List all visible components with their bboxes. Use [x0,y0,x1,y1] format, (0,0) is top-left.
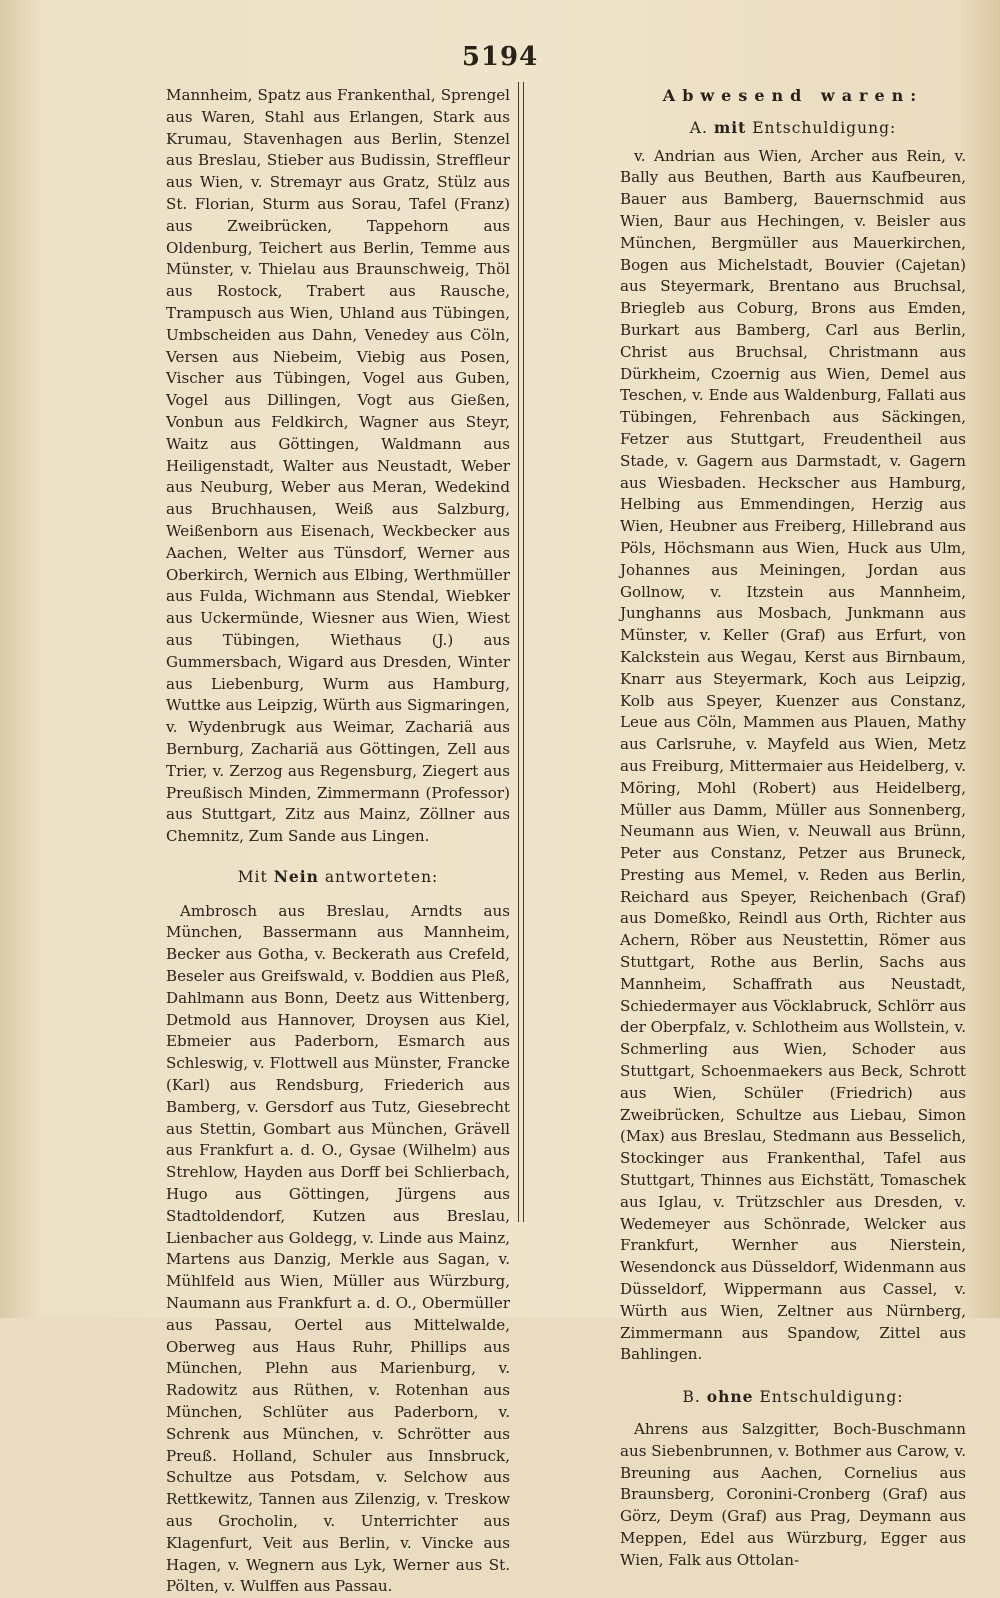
heading-b-suffix: Entschuldigung: [759,1388,904,1407]
heading-nein [166,866,510,889]
left-paragraph-continued: Mannheim, Spatz aus Frankenthal, Sprengel aus Waren, Stahl aus Erlangen, Stark aus Krumau, Stavenhagen aus Berlin, Stenzel aus Breslau, Stieber aus Budissin, Streffleur aus Wien, v. Stremayr aus Gratz, Stülz aus St. Florian, Sturm aus Sorau, Tafel (Franz) aus Zweibrücken, Tappehorn aus Oldenburg, Teichert aus Berlin, Temme aus Münster, v. Thielau aus Braunschweig, Thöl aus Rostock, Trabert aus Rausche, Trampusch aus Wien, Uhland aus Tübingen, Umbscheiden aus Dahn, Venedey aus Cöln, Versen aus Niebeim, Viebig aus Posen, Vischer aus Tübingen, Vogel aus Guben, Vogel aus Dillingen, Vogt aus Gießen, Vonbun aus Feldkirch, Wagner aus Steyr, Waitz aus Göttingen, Waldmann aus Heiligenstadt, Walter aus Neustadt, Weber aus Neuburg, Weber aus Meran, Wedekind aus Bruchhausen, Weiß aus Salzburg, Weißenborn aus Eisenach, Weckbecker aus Aachen, Welter aus Tünsdorf, Werner aus Oberkirch, Wernich aus Elbing, Werthmüller aus Fulda, Wichmann aus Stendal, Wiebker aus Uckermünde, Wiesner aus Wien, Wiest aus Tübingen, Wiethaus (J.) aus Gummersbach, Wigard aus Dresden, Winter aus Liebenburg, Wurm aus Hamburg, Wuttke aus Leipzig, Würth aus Sigmaringen, v. Wydenbrugk aus Weimar, Zachariä aus Bernburg, Zachariä aus Göttingen, Zell aus Trier, v. Zerzog aus Regensburg, Ziegert aus Preußisch Minden, Zimmermann (Professor) aus Stuttgart, Zitz aus Mainz, Zöllner aus Chemnitz, Zum Sande aus Lingen. [166,86,510,846]
heading-b-strong: ohne [706,1387,754,1407]
heading-a-strong: mit [713,117,747,137]
heading-nein-prefix: Mit [237,867,268,886]
right-paragraph-a: v. Andrian aus Wien, Archer aus Rein, v. Bally aus Beuthen, Barth aus Kaufbeuren, Bauer aus Bamberg, Bauernschmid aus Wien, Baur aus Hechingen, v. Beisler aus München, Bergmüller aus Mauerkirchen, Bogen aus Michelstadt, Bouvier (Cajetan) aus Steyermark, Brentano aus Bruchsal, Briegleb aus Coburg, Brons aus Emden, Burkart aus Bamberg, Carl aus Berlin, Christ aus Bruchsal, Christmann aus Dürkheim, Czoernig aus Wien, Demel aus Teschen, v. Ende aus Waldenburg, Fallati aus Tübingen, Fehrenbach aus Säckingen, Fetzer aus Stuttgart, Freudentheil aus Stade, v. Gagern aus Darmstadt, v. Gagern aus Wiesbaden. Heckscher aus Hamburg, Helbing aus Emmendingen, Herzig aus Wien, Heubner aus Freiberg, Hillebrand aus Pöls, Höchsmann aus Wien, Huck aus Ulm, Johannes aus Meiningen, Jordan aus Gollnow, v. Itzstein aus Mannheim, Junghanns aus Mosbach, Junkmann aus Münster, v. Keller (Graf) aus Erfurt, von Kalckstein aus Wegau, Kerst aus Birnbaum, Knarr aus Steyermark, Koch aus Leipzig, Kolb aus Speyer, Kuenzer aus Constanz, Leue aus Cöln, Mammen aus Plauen, Mathy aus Carlsruhe, v. Mayfeld aus Wien, Metz aus Freiburg, Mittermaier aus Heidelberg, v. Möring, Mohl (Robert) aus Heidelberg, Müller aus Damm, Müller aus Sonnenberg, Neumann aus Wien, v. Neuwall aus Brünn, Peter aus Constanz, Petzer aus Bruneck, Presting aus Memel, v. Reden aus Berlin, Reichard aus Speyer, Reichenbach (Graf) aus Domeßko, Reindl aus Orth, Richter aus Achern, Röber aus Neustettin, Römer aus Stuttgart, Rothe aus Berlin, Sachs aus Mannheim, Schaffrath aus Neustadt, Schiedermayer aus Vöcklabruck, Schlörr aus der Oberpfalz, v. Schlotheim aus Wollstein, v. Schmerling aus Wien, Schoder aus Stuttgart, Schoenmaekers aus Beck, Schrott aus Wien, Schüler (Friedrich) aus Zweibrücken, Schultze aus Liebau, Simon (Max) aus Breslau, Stedmann aus Besselich, Stockinger aus Frankenthal, Tafel aus Stuttgart, Thinnes aus Eichstätt, Tomaschek aus Iglau, v. Trützschler aus Dresden, v. Wedemeyer aus Schönrade, Welcker aus Frankfurt, Wernher aus Nierstein, Wesendonck aus Düsseldorf, Widenmann aus Düsseldorf, Wippermann aus Cassel, v. Würth aus Wien, Zeltner aus Nürnberg, Zimmermann aus Spandow, Zittel aus Bahlingen. [620,146,966,1364]
heading-nein-strong: Nein [273,866,319,886]
right-paragraph-b: Ahrens aus Salzgitter, Boch-Buschmann aus Siebenbrunnen, v. Bothmer aus Carow, v. Breuning aus Aachen, Cornelius aus Braunsberg, Coronini-Cronberg (Graf) aus Görz, Deym (Graf) aus Prag, Deymann aus Meppen, Edel aus Würzburg, Egger aus Wien, Falk aus Ottolan- [620,1420,966,1569]
heading-nein-suffix: antworteten: [324,867,439,886]
left-column [166,85,510,1598]
heading-a [620,117,966,140]
page-number: 5194 [461,42,539,72]
heading-a-prefix: A. [689,118,708,137]
left-paragraph-nein: Ambrosch aus Breslau, Arndts aus München, Bassermann aus Mannheim, Becker aus Gotha, v. Beckerath aus Crefeld, Beseler aus Greifswald, v. Boddien aus Pleß, Dahlmann aus Bonn, Deetz aus Wittenberg, Detmold aus Hannover, Droysen aus Kiel, Ebmeier aus Paderborn, Esmarch aus Schleswig, v. Flottwell aus Münster, Francke (Karl) aus Rendsburg, Friederich aus Bamberg, v. Gersdorf aus Tutz, Giesebrecht aus Stettin, Gombart aus München, Grävell aus Frankfurt a. d. O., Gysae (Wilhelm) aus Strehlow, Hayden aus Dorff bei Schlierbach, Hugo aus Göttingen, Jürgens aus Stadtoldendorf, Kutzen aus Breslau, Lienbacher aus Goldegg, v. Linde aus Mainz, Martens aus Danzig, Merkle aus Sagan, v. Mühlfeld aus Wien, Müller aus Würzburg, Naumann aus Frankfurt a. d. O., Obermüller aus Passau, Oertel aus Mittelwalde, Oberweg aus Haus Ruhr, Phillips aus München, Plehn aus Marienburg, v. Radowitz aus Rüthen, v. Rotenhan aus München, Schlüter aus Paderborn, v. Schrenk aus München, v. Schrötter aus Preuß. Holland, Schuler aus Innsbruck, Schultze aus Potsdam, v. Selchow aus Rettkewitz, Tannen aus Zilenzig, v. Treskow aus Grocholin, v. Unterrichter aus Klagenfurt, Veit aus Berlin, v. Vincke aus Hagen, v. Wegnern aus Lyk, Werner aus St. Pölten, v. Wulffen aus Passau. [166,901,510,1596]
column-divider [518,82,524,1222]
heading-b-prefix: B. [682,1388,701,1407]
right-column [620,85,966,1572]
heading-abwesend: Abwesend waren: [662,86,924,105]
heading-a-suffix: Entschuldigung: [752,118,897,137]
heading-b [620,1386,966,1409]
